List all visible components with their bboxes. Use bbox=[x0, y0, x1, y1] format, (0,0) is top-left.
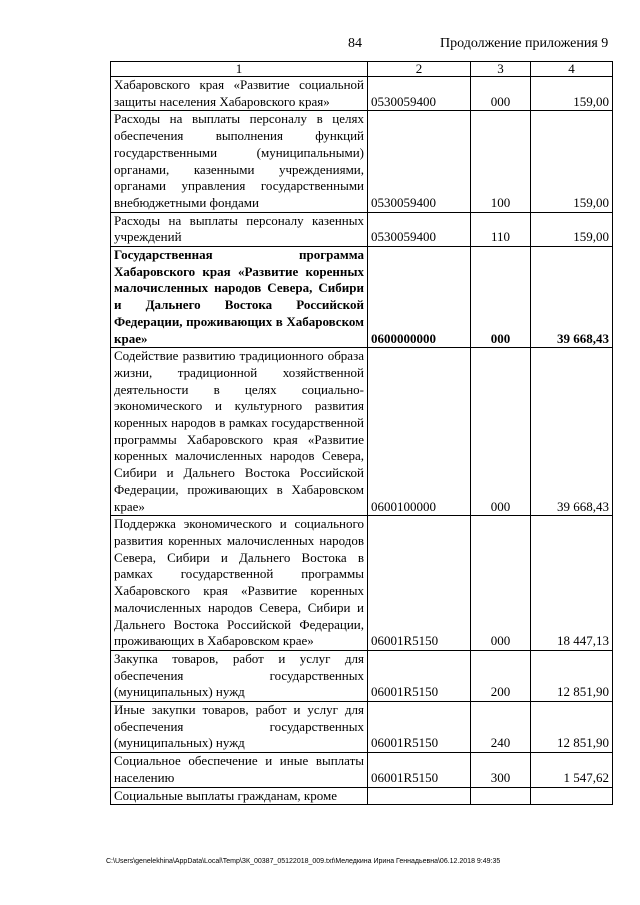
row-sum-cell: 39 668,43 bbox=[531, 348, 613, 516]
row-code-cell: 0530059400 bbox=[368, 111, 471, 212]
row-type-cell bbox=[471, 787, 531, 805]
row-code-cell: 0600000000 bbox=[368, 247, 471, 348]
row-name-cell: Закупка товаров, работ и услуг для обеспечения государственных (муниципальных) нужд bbox=[111, 650, 368, 701]
row-sum-cell: 39 668,43 bbox=[531, 247, 613, 348]
row-sum-cell: 159,00 bbox=[531, 77, 613, 111]
column-header-3: 3 bbox=[471, 62, 531, 77]
table-row bbox=[111, 650, 613, 701]
row-sum-cell: 12 851,90 bbox=[531, 650, 613, 701]
row-sum-cell: 12 851,90 bbox=[531, 702, 613, 753]
column-header-4: 4 bbox=[531, 62, 613, 77]
row-sum-cell: 159,00 bbox=[531, 111, 613, 212]
row-code-cell: 06001R5150 bbox=[368, 650, 471, 701]
table-row bbox=[111, 247, 613, 348]
row-sum-cell: 18 447,13 bbox=[531, 516, 613, 651]
row-code-cell: 0530059400 bbox=[368, 212, 471, 246]
budget-table bbox=[110, 61, 613, 805]
row-type-cell: 000 bbox=[471, 247, 531, 348]
table-row bbox=[111, 212, 613, 246]
row-sum-cell: 159,00 bbox=[531, 212, 613, 246]
row-name-cell: Поддержка экономического и социального развития коренных малочисленных народов Севера, Сибири и Дальнего Востока в рамках государственной программы Хабаровского края «Развитие коренных малочисленных народов Севера, Сибири и Дальнего Востока Российской Федерации, проживающих в Хабаровском крае» bbox=[111, 516, 368, 651]
row-code-cell: 06001R5150 bbox=[368, 753, 471, 787]
row-name-cell: Расходы на выплаты персоналу казенных учреждений bbox=[111, 212, 368, 246]
row-type-cell: 100 bbox=[471, 111, 531, 212]
page-number: 84 bbox=[348, 36, 362, 51]
row-type-cell: 240 bbox=[471, 702, 531, 753]
column-header-2: 2 bbox=[368, 62, 471, 77]
row-type-cell: 110 bbox=[471, 212, 531, 246]
row-name-cell: Государственная программа Хабаровского края «Развитие коренных малочисленных народов Севера, Сибири и Дальнего Востока Российской Федерации, проживающих в Хабаровском крае» bbox=[111, 247, 368, 348]
row-name-cell: Социальные выплаты гражданам, кроме bbox=[111, 787, 368, 805]
row-name-cell: Иные закупки товаров, работ и услуг для обеспечения государственных (муниципальных) нужд bbox=[111, 702, 368, 753]
row-code-cell bbox=[368, 787, 471, 805]
row-code-cell: 06001R5150 bbox=[368, 702, 471, 753]
row-type-cell: 000 bbox=[471, 348, 531, 516]
table-row bbox=[111, 516, 613, 651]
table-row bbox=[111, 787, 613, 805]
row-type-cell: 000 bbox=[471, 77, 531, 111]
column-header-1: 1 bbox=[111, 62, 368, 77]
row-name-cell: Социальное обеспечение и иные выплаты населению bbox=[111, 753, 368, 787]
row-name-cell: Содействие развитию традиционного образа жизни, традиционной хозяйственной деятельности в целях социально-экономического и культурного развития коренных народов в рамках государственной программы Хабаровского края «Развитие коренных малочисленных народов Севера, Сибири и Дальнего Востока Российской Федерации, проживающих в Хабаровском крае» bbox=[111, 348, 368, 516]
row-sum-cell bbox=[531, 787, 613, 805]
row-code-cell: 0600100000 bbox=[368, 348, 471, 516]
row-name-cell: Хабаровского края «Развитие социальной защиты населения Хабаровского края» bbox=[111, 77, 368, 111]
row-code-cell: 0530059400 bbox=[368, 77, 471, 111]
row-sum-cell: 1 547,62 bbox=[531, 753, 613, 787]
table-row bbox=[111, 77, 613, 111]
row-type-cell: 300 bbox=[471, 753, 531, 787]
row-type-cell: 000 bbox=[471, 516, 531, 651]
row-type-cell: 200 bbox=[471, 650, 531, 701]
row-name-cell: Расходы на выплаты персоналу в целях обеспечения выполнения функций государственными (муниципальными) органами, казенными учреждениями, органами управления государственными внебюджетными фондами bbox=[111, 111, 368, 212]
table-header-row bbox=[111, 62, 613, 77]
continuation-label: Продолжение приложения 9 bbox=[440, 36, 609, 51]
table-row bbox=[111, 702, 613, 753]
file-path-footer: C:\Users\genelekhina\AppData\Local\Temp\ЗК_00387_05122018_009.txt\Меледкина Ирина Геннадьевна\06.12.2018 9:49:35 bbox=[106, 858, 501, 865]
row-code-cell: 06001R5150 bbox=[368, 516, 471, 651]
table-row bbox=[111, 111, 613, 212]
table-row bbox=[111, 753, 613, 787]
table-row bbox=[111, 348, 613, 516]
